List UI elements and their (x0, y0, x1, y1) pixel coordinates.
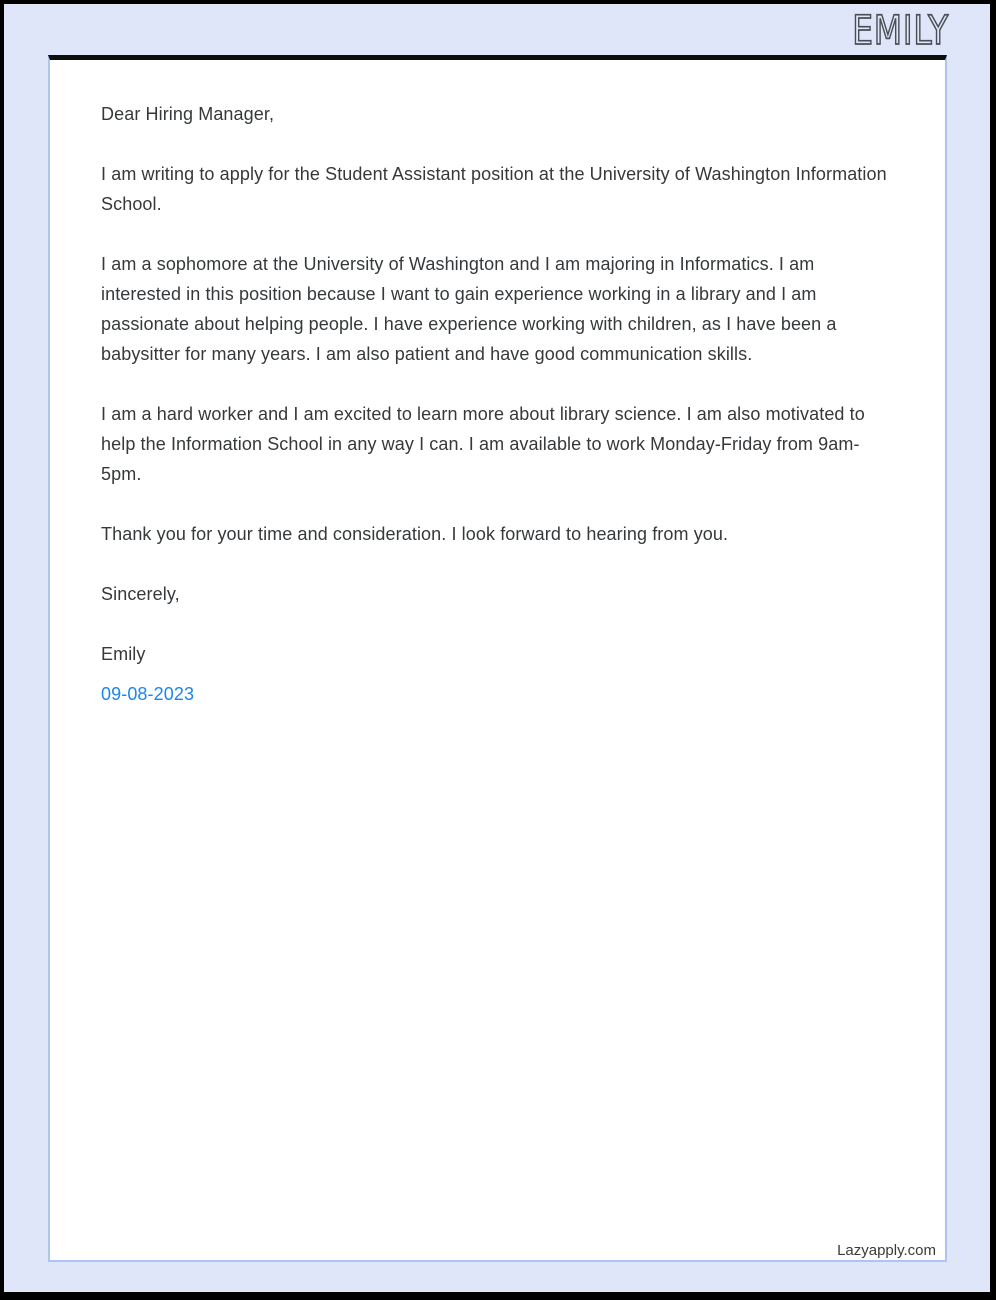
body-paragraph: I am writing to apply for the Student Assistant position at the University of Washington Information School. (101, 164, 887, 214)
body-paragraph: I am a hard worker and I am excited to learn more about library science. I am also motivated to help the Information School in any way I can. I am available to work Monday-Friday from 9am-5pm. (101, 404, 865, 484)
body-paragraph: Thank you for your time and consideration. I look forward to hearing from you. (101, 524, 729, 544)
body-paragraph: I am a sophomore at the University of Washington and I am majoring in Informatics. I am interested in this position because I want to gain experience working in a library and I am passionate about helping people. I have experience working with children, as I have been a babysitter for many years. I am also patient and have good communication skills. (101, 254, 837, 364)
page-background (4, 4, 990, 1292)
signature-name: Emily (101, 644, 146, 664)
watermark: Lazyapply.com (837, 1242, 936, 1259)
page-title: EMILY (852, 8, 949, 54)
cover-letter-body (50, 60, 945, 709)
signature-date-link[interactable]: 09-08-2023 (101, 684, 195, 704)
cover-letter-panel (48, 55, 947, 1262)
salutation: Dear Hiring Manager, (101, 104, 275, 124)
closing: Sincerely, (101, 584, 180, 604)
